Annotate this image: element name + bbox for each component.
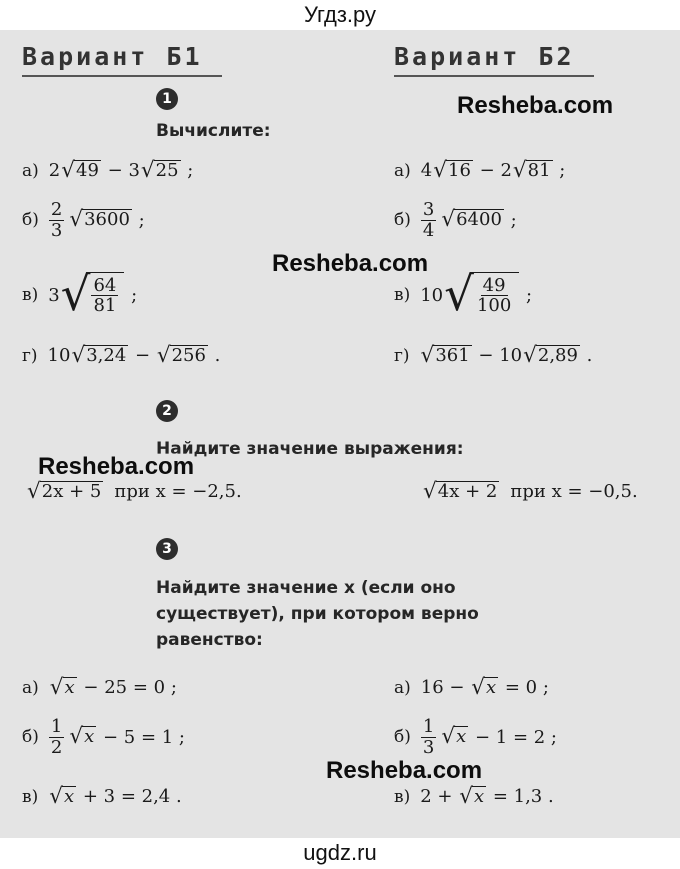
task3-left-v xyxy=(22,786,182,808)
denominator: 4 xyxy=(422,219,435,241)
item-label: в) xyxy=(394,285,411,306)
equation-rest: = 1,3 . xyxy=(487,786,554,808)
item-label: а) xyxy=(22,160,39,181)
fraction xyxy=(421,717,436,758)
variant-b1-heading: Вариант Б1 xyxy=(22,42,203,71)
brand-watermark: Resheba.com xyxy=(326,757,483,784)
coefficient: 10 xyxy=(420,284,444,306)
radicand: x xyxy=(63,786,75,807)
punctuation: ; xyxy=(125,284,138,306)
task3-left-a xyxy=(22,677,177,699)
task-3-instruction xyxy=(156,575,479,653)
coefficient: 2 xyxy=(48,160,61,182)
radicand: 4x + 2 xyxy=(437,481,498,502)
radicand: 361 xyxy=(435,345,470,366)
task3-left-b xyxy=(22,717,185,758)
radicand: 3,24 xyxy=(86,345,127,366)
task3-right-b xyxy=(394,717,557,758)
task3-right-a xyxy=(394,677,549,699)
operator: − xyxy=(101,160,129,182)
radical: √ $\frac{49}{100}$ xyxy=(444,272,519,319)
item-label: в) xyxy=(22,285,39,306)
numerator: 2 xyxy=(50,199,63,220)
instruction-line: равенство: xyxy=(156,630,263,650)
punctuation: . xyxy=(208,345,221,367)
punctuation: ; xyxy=(504,209,517,231)
operator: − xyxy=(472,345,500,367)
task1-right-v xyxy=(394,268,533,322)
task-1-instruction: Вычислите: xyxy=(156,121,271,141)
task1-left-g xyxy=(22,345,220,367)
task1-left-v xyxy=(22,268,138,322)
coefficient: 10 xyxy=(499,345,523,367)
task1-right-b xyxy=(394,200,517,241)
task3-right-v xyxy=(394,786,554,808)
fraction xyxy=(475,276,513,317)
radicand: 81 xyxy=(527,160,551,181)
radicand: x xyxy=(456,726,467,748)
variant-b2-heading: Вариант Б2 xyxy=(394,42,575,71)
denominator: 2 xyxy=(50,736,63,758)
task1-left-b xyxy=(22,200,145,241)
equation-rest: = 0 ; xyxy=(499,677,549,699)
punctuation: ; xyxy=(132,209,145,231)
denominator: 3 xyxy=(422,736,435,758)
radical: √ 6400 xyxy=(441,207,502,233)
operator: − xyxy=(473,160,501,182)
radicand: x xyxy=(485,677,497,698)
item-label: а) xyxy=(394,677,411,698)
radical: √ x xyxy=(441,724,467,750)
radicand: x xyxy=(64,677,75,698)
site-watermark-top: Угдз.ру xyxy=(303,2,377,27)
task1-right-a xyxy=(394,160,565,182)
radical: √ $\frac{64}{81}$ xyxy=(61,272,125,319)
radical: √ 3600 xyxy=(69,207,130,233)
radicand: 25 xyxy=(155,160,179,181)
numerator: 3 xyxy=(422,199,435,220)
fraction xyxy=(49,200,64,241)
radical: √ x xyxy=(49,675,75,700)
radicand: 49 xyxy=(76,160,99,181)
radical: √ 256 xyxy=(156,343,206,368)
item-label: г) xyxy=(22,345,38,366)
numerator: 49 xyxy=(482,274,506,296)
numerator: 1 xyxy=(422,716,435,737)
item-label: б) xyxy=(22,727,39,748)
item-label: б) xyxy=(394,727,411,748)
coefficient: 3 xyxy=(48,284,60,306)
item-label: а) xyxy=(22,677,39,698)
radicand: 6400 xyxy=(456,209,502,231)
punctuation: . xyxy=(580,345,593,367)
equation-prefix: 2 + xyxy=(420,786,459,808)
radicand: 2x + 5 xyxy=(41,481,102,502)
denominator: 81 xyxy=(93,295,117,317)
radical: √ 2,89 xyxy=(523,343,578,368)
coefficient: 4 xyxy=(420,160,433,182)
radical: √ x xyxy=(471,675,497,700)
instruction-line: Найдите значение x (если оно xyxy=(156,578,456,598)
task-2-instruction: Найдите значение выражения: xyxy=(156,439,464,459)
item-label: б) xyxy=(394,210,411,231)
condition: при x = −2,5. xyxy=(114,481,242,503)
radical: √ 25 xyxy=(140,158,179,183)
radicand: 256 xyxy=(171,345,206,366)
radical: √ 81 xyxy=(512,158,551,183)
item-label: в) xyxy=(22,786,39,807)
radical: √ 16 xyxy=(433,158,471,183)
fraction xyxy=(421,200,436,241)
task2-right xyxy=(422,481,638,503)
coefficient: 3 xyxy=(128,160,140,182)
task2-left xyxy=(26,481,242,503)
instruction-line: существует), при котором верно xyxy=(156,604,479,624)
condition: при x = −0,5. xyxy=(510,481,638,503)
brand-watermark: Resheba.com xyxy=(272,250,429,277)
task1-right-g xyxy=(394,345,592,367)
radical: √ 361 xyxy=(420,343,470,368)
radicand: 2,89 xyxy=(537,345,578,366)
equation-prefix: 16 − xyxy=(420,677,471,699)
punctuation: ; xyxy=(520,284,533,306)
equation-rest: − 1 = 2 ; xyxy=(469,726,557,748)
radical: √ 2x + 5 xyxy=(27,479,102,504)
punctuation: ; xyxy=(181,160,194,182)
item-label: б) xyxy=(22,210,39,231)
denominator: 100 xyxy=(476,295,512,317)
brand-watermark: Resheba.com xyxy=(457,92,614,119)
radical: √ x xyxy=(459,784,485,809)
coefficient: 10 xyxy=(47,345,71,367)
variant-b1-underline xyxy=(22,75,222,77)
brand-watermark: Resheba.com xyxy=(38,453,195,480)
radical: √ x xyxy=(69,724,95,750)
task-1-number-badge: 1 xyxy=(156,88,178,110)
radical: √ x xyxy=(49,784,75,809)
radicand: 3600 xyxy=(84,209,130,231)
operator: − xyxy=(129,345,156,367)
radicand: 16 xyxy=(448,160,471,181)
task1-left-a xyxy=(22,160,193,182)
radicand: x xyxy=(84,726,95,748)
numerator: 1 xyxy=(50,716,63,737)
numerator: 64 xyxy=(93,274,117,296)
task-3-number-badge: 3 xyxy=(156,538,178,560)
variant-b2-underline xyxy=(394,75,594,77)
coefficient: 2 xyxy=(500,160,512,182)
site-watermark-bottom: ugdz.ru xyxy=(303,840,377,865)
denominator: 3 xyxy=(50,219,63,241)
task-2-number-badge: 2 xyxy=(156,400,178,422)
fraction xyxy=(91,276,118,317)
equation-rest: + 3 = 2,4 . xyxy=(77,786,182,808)
equation-rest: − 25 = 0 ; xyxy=(77,677,177,699)
radical: √ 4x + 2 xyxy=(423,479,498,504)
fraction xyxy=(49,717,64,758)
radical: √ 3,24 xyxy=(71,343,127,368)
radicand: x xyxy=(473,786,485,807)
item-label: г) xyxy=(394,345,410,366)
equation-rest: − 5 = 1 ; xyxy=(97,726,185,748)
item-label: а) xyxy=(394,160,411,181)
radical: √ 49 xyxy=(61,158,99,183)
item-label: в) xyxy=(394,786,411,807)
punctuation: ; xyxy=(553,160,566,182)
